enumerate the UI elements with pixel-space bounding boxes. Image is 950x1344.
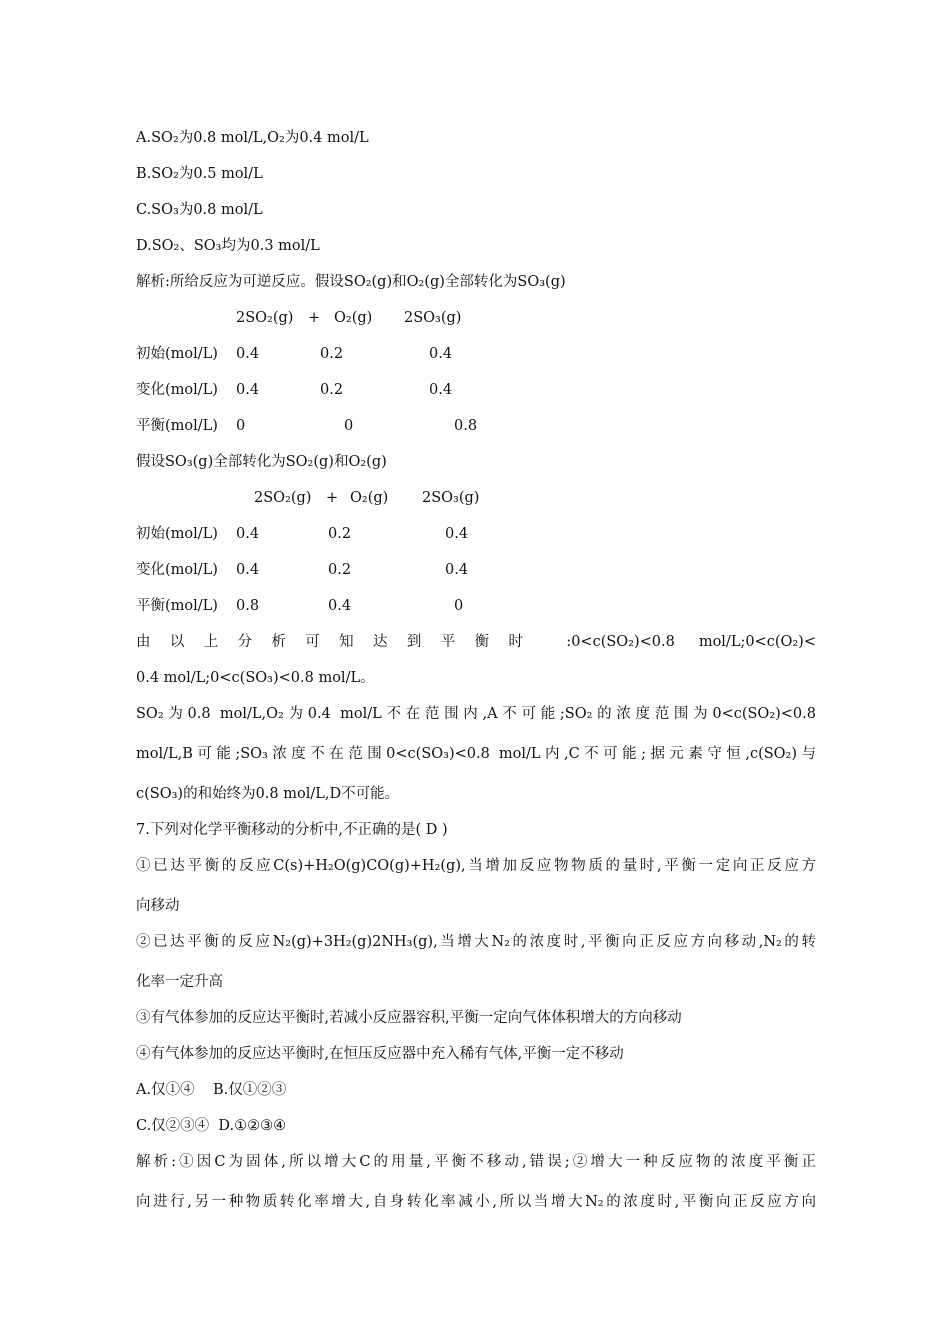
row-label: 变化(mol/L) (136, 382, 218, 398)
analysis-intro: 解析:所给反应为可逆反应。假设SO₂(g)和O₂(g)全部转化为SO₃(g) (136, 274, 566, 290)
cell: 0.4 (445, 526, 469, 542)
options-ab: A.仅①④ B.仅①②③ (136, 1082, 287, 1098)
explanation-line-1: 解析:①因C为固体,所以增大C的用量,平衡不移动,错误;②增大一种反应物的浓度平衡正 (136, 1154, 816, 1170)
options-cd: C.仅②③④ D.①②③④ (136, 1118, 287, 1134)
conclusion-1-line-2: 0.4 mol/L;0<c(SO₃)<0.8 mol/L。 (136, 670, 375, 686)
row-label: 平衡(mol/L) (136, 418, 218, 434)
cell: 0.2 (328, 526, 352, 542)
cell: 0.4 (236, 382, 260, 398)
table2-h2: O₂(g) (350, 490, 389, 506)
cell: 0 (344, 418, 354, 434)
conclusion-1-line-1: 由以上分析可知达到平衡时 :0<c(SO₂)<0.8 mol/L;0<c(O₂)< (136, 634, 816, 650)
conclusion-2-line-2: mol/L,B可能;SO₃浓度不在范围0<c(SO₃)<0.8 mol/L内,C不可能;据元素守恒,c(SO₂)与 (136, 746, 816, 762)
cell: 0.2 (328, 562, 352, 578)
cell: 0.4 (445, 562, 469, 578)
option-c: C.SO₃为0.8 mol/L (136, 202, 263, 218)
cell: 0.4 (236, 526, 260, 542)
option-b: B.SO₂为0.5 mol/L (136, 166, 263, 182)
option-d: D.SO₂、SO₃均为0.3 mol/L (136, 238, 320, 254)
cell: 0.4 (429, 346, 453, 362)
cell: 0.2 (320, 382, 344, 398)
assume-2: 假设SO₃(g)全部转化为SO₂(g)和O₂(g) (136, 454, 387, 470)
statement-4: ④有气体参加的反应达平衡时,在恒压反应器中充入稀有气体,平衡一定不移动 (136, 1046, 624, 1062)
cell: 0.4 (236, 562, 260, 578)
explanation-line-2: 向进行,另一种物质转化率增大,自身转化率减小,所以当增大N₂的浓度时,平衡向正反应方向 (136, 1194, 816, 1210)
row-label: 变化(mol/L) (136, 562, 218, 578)
cell: 0.4 (328, 598, 352, 614)
statement-2-line-1: ②已达平衡的反应N₂(g)+3H₂(g)2NH₃(g),当增大N₂的浓度时,平衡向正反应方向移动,N₂的转 (136, 934, 816, 950)
cell: 0.4 (429, 382, 453, 398)
statement-1-line-2: 向移动 (136, 898, 180, 914)
question-7-stem: 7.下列对化学平衡移动的分析中,不正确的是( D ) (136, 822, 448, 838)
statement-1-line-1: ①已达平衡的反应C(s)+H₂O(g)CO(g)+H₂(g),当增加反应物物质的量时,平衡一定向正反应方 (136, 858, 816, 874)
statement-2-line-2: 化率一定升高 (136, 974, 223, 990)
table1-h2: O₂(g) (334, 310, 373, 326)
cell: 0 (236, 418, 246, 434)
row-label: 初始(mol/L) (136, 346, 218, 362)
cell: 0.2 (320, 346, 344, 362)
row-label: 初始(mol/L) (136, 526, 218, 542)
cell: 0 (454, 598, 464, 614)
row-label: 平衡(mol/L) (136, 598, 218, 614)
option-a: A.SO₂为0.8 mol/L,O₂为0.4 mol/L (136, 130, 369, 146)
table1-h3: 2SO₃(g) (404, 310, 462, 326)
table2-h0: 2SO₂(g) (254, 490, 312, 506)
table1-h1: + (308, 310, 321, 326)
statement-3: ③有气体参加的反应达平衡时,若减小反应器容积,平衡一定向气体体积增大的方向移动 (136, 1010, 682, 1026)
conclusion-2-line-1: SO₂为0.8 mol/L,O₂为0.4 mol/L不在范围内,A不可能;SO₂的浓度范围为0<c(SO₂)<0.8 (136, 706, 816, 722)
conclusion-2-line-3: c(SO₃)的和始终为0.8 mol/L,D不可能。 (136, 786, 400, 802)
cell: 0.8 (454, 418, 478, 434)
table2-h3: 2SO₃(g) (422, 490, 480, 506)
table1-h0: 2SO₂(g) (236, 310, 294, 326)
table2-h1: + (326, 490, 339, 506)
cell: 0.4 (236, 346, 260, 362)
cell: 0.8 (236, 598, 260, 614)
